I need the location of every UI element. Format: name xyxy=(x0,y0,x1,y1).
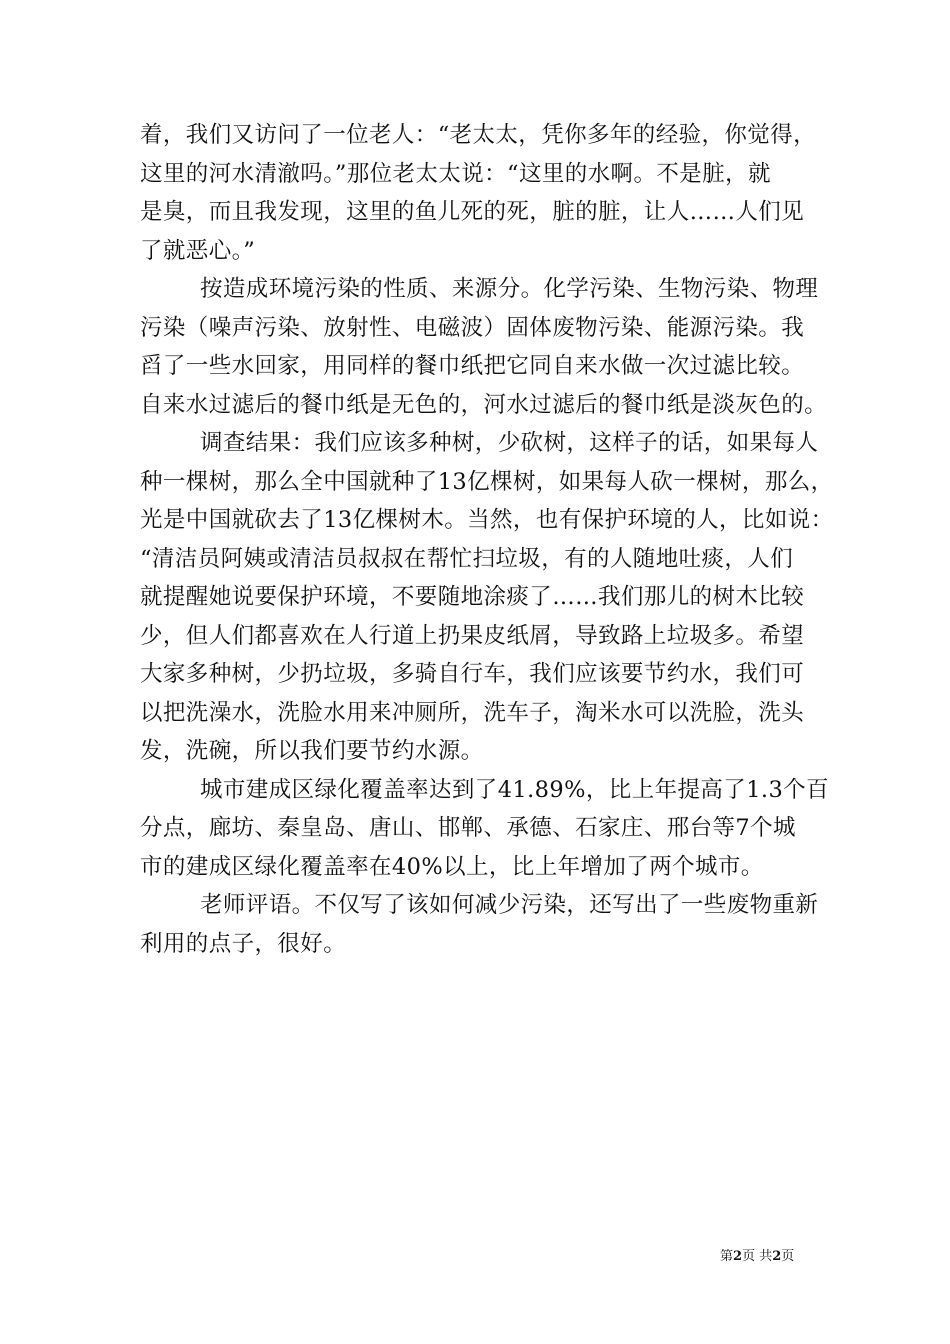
text-line: 这里的河水清澈吗。”那位老太太说：“这里的水啊。不是脏，就 xyxy=(140,160,771,187)
text-line: 按造成环境污染的性质、来源分。化学污染、生物污染、物理 xyxy=(200,276,819,302)
text-line: 是臭，而且我发现，这里的鱼儿死的死，脏的脏，让人……人们见 xyxy=(140,199,805,225)
paragraph xyxy=(140,116,820,270)
text-line: 调查结果：我们应该多种树，少砍树，这样子的话，如果每人 xyxy=(200,430,819,456)
total-page-number: 2 xyxy=(772,1249,782,1264)
text-line: 老师评语。不仅写了该如何减少污染，还写出了一些废物重新 xyxy=(200,892,819,918)
footer-suffix: 页 xyxy=(781,1249,795,1264)
text-line: 大家多种树，少扔垃圾，多骑自行车，我们应该要节约水，我们可 xyxy=(140,661,805,687)
page-number-footer xyxy=(720,1248,794,1266)
current-page-number: 2 xyxy=(733,1249,743,1264)
text-line: 污染（噪声污染、放射性、电磁波）固体废物污染、能源污染。我 xyxy=(140,314,805,341)
text-line: 发，洗碗，所以我们要节约水源。 xyxy=(140,738,484,764)
text-line: 就提醒她说要保护环境，不要随地涂痰了……我们那儿的树木比较 xyxy=(140,584,805,610)
text-line: 以把洗澡水，洗脸水用来冲厕所，洗车子，淘米水可以洗脸，洗头 xyxy=(140,699,805,726)
document-body xyxy=(140,116,834,963)
paragraph xyxy=(140,886,820,963)
text-line: 利用的点子，很好。 xyxy=(140,930,347,957)
paragraph xyxy=(140,270,828,424)
text-line: 光是中国就砍去了13亿棵树木。当然，也有保护环境的人，比如说： xyxy=(140,507,834,533)
text-line: 市的建成区绿化覆盖率在40%以上，比上年增加了两个城市。 xyxy=(140,853,764,880)
paragraph xyxy=(140,424,834,771)
text-line: 种一棵树，那么全中国就种了13亿棵树，如果每人砍一棵树，那么， xyxy=(140,468,834,495)
text-line: 着，我们又访问了一位老人：“老太太，凭你多年的经验，你觉得， xyxy=(140,122,817,148)
text-line: 分点，廊坊、秦皇岛、唐山、邯郸、承德、石家庄、邢台等7个城 xyxy=(140,815,796,841)
footer-prefix: 第 xyxy=(720,1249,734,1264)
paragraph xyxy=(140,771,829,887)
footer-middle: 页 共 xyxy=(742,1249,773,1264)
text-line: 城市建成区绿化覆盖率达到了41.89%，比上年提高了1.3个百 xyxy=(200,776,829,803)
text-line: “清洁员阿姨或清洁员叔叔在帮忙扫垃圾，有的人随地吐痰，人们 xyxy=(140,545,794,572)
text-line: 少，但人们都喜欢在人行道上扔果皮纸屑，导致路上垃圾多。希望 xyxy=(140,622,805,649)
text-line: 了就恶心。” xyxy=(140,237,256,264)
text-line: 舀了一些水回家，用同样的餐巾纸把它同自来水做一次过滤比较。 xyxy=(140,353,805,379)
text-line: 自来水过滤后的餐巾纸是无色的，河水过滤后的餐巾纸是淡灰色的。 xyxy=(140,391,828,418)
